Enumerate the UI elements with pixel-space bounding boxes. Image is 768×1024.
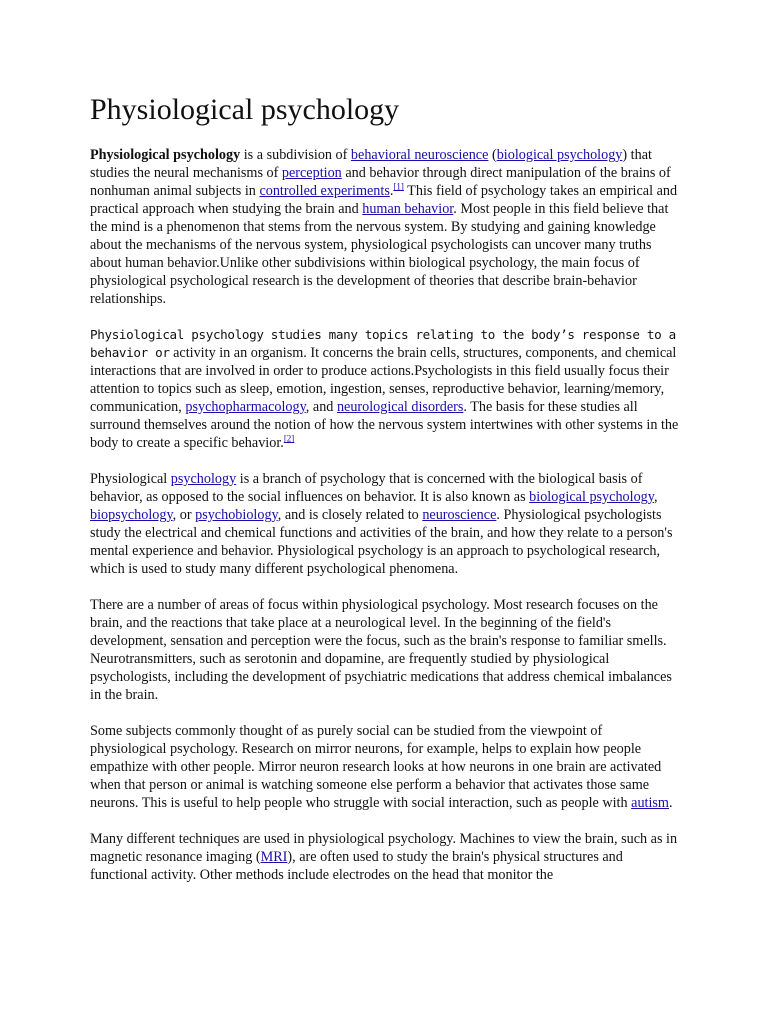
link-biopsychology[interactable]: biopsychology: [90, 507, 173, 523]
text: . Physiological psychologists study the electrical and chemical functions and activities of the brain, and how they relate to a person's mental experience and behavior. Physiological psychology is an approach to psychological research, which is used to study many different psychological phenomena.: [90, 507, 673, 577]
text: (: [488, 147, 497, 163]
link-behavioral-neuroscience[interactable]: behavioral neuroscience: [350, 147, 489, 163]
paragraph-5: [90, 722, 680, 812]
text: is a branch of psychology that is concerned with the biological basis of behavior, as opposed to the social influences on behavior. It is also known as: [90, 471, 643, 505]
text: , and is closely related to: [277, 507, 423, 523]
reference-1[interactable]: [1]: [393, 181, 404, 192]
document-page: [90, 92, 680, 902]
text: , or: [172, 507, 196, 523]
link-human-behavior[interactable]: human behavior: [362, 201, 454, 217]
text: . Most people in this field believe that the mind is a phenomenon that stems from the nervous system. By studying and gaining knowledge about the mechanisms of the nervous system, physiological psychologists can uncover many truths about human behavior.Unlike other subdivisions within biological psychology, the main focus of physiological psychological research is the development of theories that describe brain-behavior relationships.: [90, 201, 669, 307]
paragraph-3: [90, 470, 680, 578]
text: Many different techniques are used in physiological psychology. Machines to view the brain, such as in magnetic resonance imaging (: [90, 831, 678, 865]
text: is a subdivision of: [240, 147, 351, 163]
paragraph-4: There are a number of areas of focus within physiological psychology. Most research focuses on the brain, and the reactions that take place at a neurological level. In the beginning of the field's development, sensation and perception were the focus, such as the brain's response to familiar smells. Neurotransmitters, such as serotonin and dopamine, are frequently studied by physiological psychologists, including the development of psychiatric medications that address chemical imbalances in the brain.: [90, 597, 672, 703]
link-neuroscience[interactable]: neuroscience: [422, 507, 497, 523]
link-perception[interactable]: perception: [281, 165, 342, 181]
text: This field of psychology takes an empirical and practical approach when studying the brain and: [90, 183, 678, 217]
link-psychology[interactable]: psychology: [170, 471, 237, 487]
link-psychopharmacology[interactable]: psychopharmacology: [185, 399, 306, 415]
text: . The basis for these studies all surround themselves around the notion of how the nervous system intertwines with other systems in the body to create a specific behavior.: [90, 399, 679, 451]
link-autism[interactable]: autism: [631, 795, 669, 811]
text: ), are often used to study the brain's physical structures and functional activity. Other methods include electrodes on the head that monitor the: [90, 849, 623, 883]
paragraph-6: [90, 830, 680, 884]
text: , and: [305, 399, 337, 415]
text: Physiological: [90, 471, 171, 487]
text: .: [389, 183, 394, 199]
text: and behavior through direct manipulation of the brains of nonhuman animal subjects in: [90, 165, 671, 199]
link-neurological-disorders[interactable]: neurological disorders: [336, 399, 464, 415]
link-biological-psychology[interactable]: biological psychology: [496, 147, 623, 163]
link-mri[interactable]: MRI: [260, 849, 288, 865]
text: Some subjects commonly thought of as purely social can be studied from the viewpoint of physiological psychology. Research on mirror neurons, for example, helps to explain how people empathize with other people. Mirror neuron research looks at how neurons in one brain are activated when that person or animal is watching someone else perform a behavior that activates those same neurons. This is useful to help people who struggle with social interaction, such as people with: [90, 723, 662, 811]
text: ,: [653, 489, 658, 505]
page-title: Physiological psychology: [90, 93, 400, 126]
link-psychobiology[interactable]: psychobiology: [195, 507, 278, 523]
mono-text: Physiological psychology studies many topics relating to the body’s response to a behavior or: [90, 327, 676, 360]
text: .: [668, 795, 673, 811]
reference-2[interactable]: [2]: [283, 433, 295, 444]
text: activity in an organism. It concerns the brain cells, structures, components, and chemical interactions that are involved in order to produce actions.Psychologists in this field usually focus their attention to topics such as sleep, emotion, ingestion, senses, reproductive behavior, learning/memory, communication,: [90, 345, 677, 415]
paragraph-1: [90, 146, 680, 308]
link-controlled-experiments[interactable]: controlled experiments: [259, 183, 390, 199]
lead-term: Physiological psychology: [90, 147, 241, 163]
paragraph-2: [90, 326, 680, 452]
link-biological-psychology-2[interactable]: biological psychology: [529, 489, 654, 505]
text: ) that studies the neural mechanisms of: [90, 147, 652, 181]
